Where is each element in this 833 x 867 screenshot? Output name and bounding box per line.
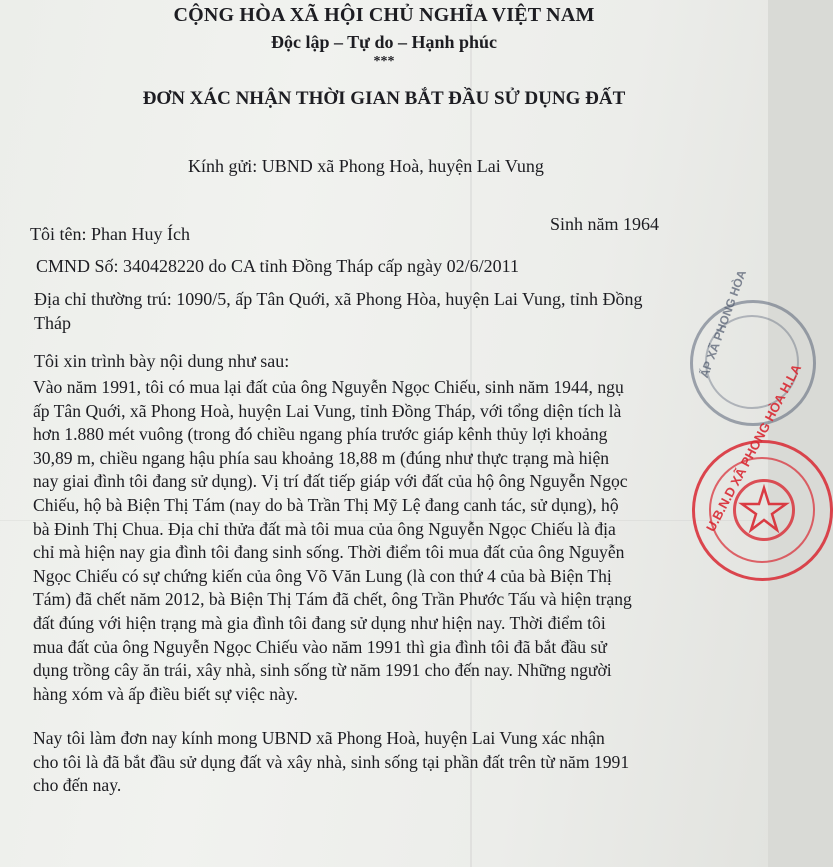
paragraph-line: 30,89 m, chiều ngang hậu phía sau khoảng 18,88 m (đúng như thực trạng mà hiện	[33, 447, 610, 468]
paragraph-line: hơn 1.880 mét vuông (trong đó chiều ngang phía trước giáp kênh thủy lợi khoảng	[33, 424, 608, 445]
paragraph-line: cho tôi là đã bắt đầu sử dụng đất và xây nhà, sinh sống tại phần đất trên từ năm 1991	[33, 751, 630, 772]
national-title: CỘNG HÒA XÃ HỘI CHỦ NGHĨA VIỆT NAM	[173, 4, 595, 26]
commune-seal	[692, 361, 833, 581]
seal-text: U.B.N.D XÃ PHONG HÒA H.LA	[703, 361, 805, 535]
paragraph-line: nay giai đình tôi đang sử dụng). Vị trí đất tiếp giáp với đất của hộ ông Nguyễn Ngọc	[33, 471, 628, 492]
header-stars: ***	[373, 54, 395, 69]
paragraph-line: Tám) đã chết năm 2012, bà Biện Thị Tám đã chết, ông Trần Phước Tấu và hiện trạng	[33, 589, 632, 610]
applicant-name: Tôi tên: Phan Huy Ích	[30, 224, 190, 244]
paragraph-line: chỉ mà hiện nay gia đình tôi đang sinh sống. Thời điểm tôi mua đất của ông Nguyễn	[33, 542, 625, 563]
paragraph-line: hàng xóm và ấp điều biết sự việc này.	[33, 683, 298, 704]
paragraph-line: Ngọc Chiếu có sự chứng kiến của ông Võ Văn Lung (là con thứ 4 của bà Biện Thị	[33, 565, 612, 586]
paragraph-main	[33, 376, 632, 706]
document-title: ĐƠN XÁC NHẬN THỜI GIAN BẮT ĐẦU SỬ DỤNG ĐẤT	[142, 88, 626, 109]
recipient-line: Kính gửi: UBND xã Phong Hoà, huyện Lai Vung	[188, 156, 544, 176]
applicant-id: CMND Số: 340428220 do CA tỉnh Đồng Tháp cấp ngày 02/6/2011	[36, 256, 519, 276]
paragraph-line: dụng trồng cây ăn trái, xây nhà, sinh sống từ năm 1991 cho đến nay. Những người	[33, 660, 612, 681]
applicant-address: Địa chỉ thường trú: 1090/5, ấp Tân Quới, xã Phong Hòa, huyện Lai Vung, tỉnh Đồng	[34, 289, 643, 309]
applicant-address-cont: Tháp	[34, 313, 71, 333]
paragraph-request	[33, 727, 629, 798]
national-motto: Độc lập – Tự do – Hạnh phúc	[270, 32, 498, 52]
paragraph-line: Nay tôi làm đơn nay kính mong UBND xã Phong Hoà, huyện Lai Vung xác nhận	[33, 728, 605, 748]
paragraph-line: cho đến nay.	[33, 775, 122, 796]
applicant-birth-year: Sinh năm 1964	[550, 214, 660, 234]
paragraph-line: bà Đinh Thị Chua. Địa chỉ thửa đất mà tôi mua của ông Nguyễn Ngọc Chiếu là địa	[33, 518, 616, 539]
seal-text: ẤP XÃ PHONG HÒA	[697, 268, 750, 380]
paragraph-line: Chiếu, hộ bà Biện Thị Tám (nay do bà Trần Thị Mỹ Lệ đang canh tác, sử dụng), hộ	[33, 494, 619, 515]
intro-line: Tôi xin trình bày nội dung như sau:	[34, 351, 290, 371]
hamlet-seal	[690, 268, 816, 426]
star-icon	[736, 482, 792, 538]
paragraph-line: Vào năm 1991, tôi có mua lại đất của ông Nguyễn Ngọc Chiếu, sinh năm 1944, ngụ	[33, 377, 624, 397]
star-emblem-icon	[733, 479, 795, 541]
paragraph-line: mua đất của ông Nguyễn Ngọc Chiếu vào năm 1991 thì gia đình tôi đã bắt đầu sử	[33, 636, 607, 657]
paragraph-line: đất đúng với hiện trạng mà gia đình tôi đang sử dụng như hiện nay. Thời điểm tôi	[33, 612, 606, 633]
paragraph-line: ấp Tân Quới, xã Phong Hoà, huyện Lai Vung, tỉnh Đồng Tháp, với tổng diện tích là	[33, 400, 622, 421]
